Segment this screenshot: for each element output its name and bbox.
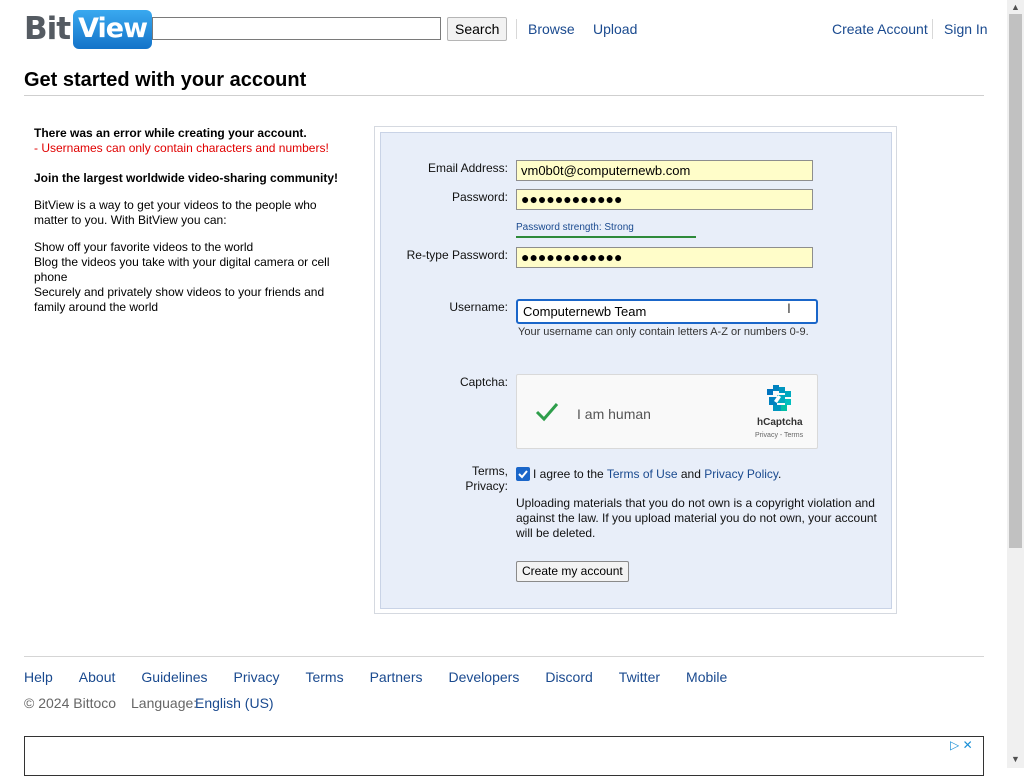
scrollbar-thumb[interactable]: [1009, 14, 1022, 548]
join-heading: Join the largest worldwide video-sharing community!: [34, 171, 339, 185]
password-strength-bar: [516, 236, 696, 238]
password-field[interactable]: ●●●●●●●●●●●●: [516, 189, 813, 210]
error-message: - Usernames can only contain characters and numbers!: [34, 141, 329, 155]
hcaptcha-links[interactable]: Privacy - Terms: [755, 432, 804, 439]
scroll-down-icon[interactable]: ▼: [1011, 754, 1020, 764]
privacy-policy-link[interactable]: Privacy Policy: [704, 467, 779, 481]
logo-view-text: View: [73, 10, 152, 49]
footer-link-twitter[interactable]: Twitter: [618, 669, 661, 685]
captcha-label: Captcha:: [459, 375, 508, 389]
footer-link-privacy[interactable]: Privacy: [233, 669, 280, 685]
feature-item: Blog the videos you take with your digital camera or cell phone: [34, 255, 330, 284]
checkmark-icon: [535, 399, 559, 423]
feature-item: Securely and privately show videos to your friends and family around the world: [34, 285, 325, 314]
copyright-text: © 2024 Bittoco: [24, 695, 117, 711]
username-label: Username:: [449, 300, 508, 314]
agree-and: and: [677, 467, 705, 481]
username-field[interactable]: Computernewb Team: [516, 299, 818, 324]
hcaptcha-widget[interactable]: [516, 374, 818, 449]
terms-of-use-link[interactable]: Terms of Use: [606, 467, 678, 481]
feature-item: Show off your favorite videos to the world: [34, 240, 254, 254]
upload-link[interactable]: Upload: [593, 21, 638, 37]
title-divider: [24, 95, 984, 96]
captcha-text: I am human: [577, 406, 651, 422]
agree-text: [533, 467, 781, 482]
username-hint: Your username can only contain letters A-Z or numbers 0-9.: [518, 326, 809, 338]
email-label: Email Address:: [427, 161, 508, 175]
page-title: Get started with your account: [24, 69, 307, 91]
browse-link[interactable]: Browse: [528, 21, 575, 37]
ad-banner[interactable]: [24, 736, 984, 776]
footer-link-mobile[interactable]: Mobile: [686, 669, 728, 685]
nav-divider: [932, 19, 933, 39]
hcaptcha-logo-icon: [763, 383, 795, 415]
agree-checkbox[interactable]: [516, 467, 530, 481]
footer-nav: [24, 669, 753, 685]
sign-in-link[interactable]: Sign In: [944, 21, 988, 37]
scroll-up-icon[interactable]: ▲: [1011, 2, 1020, 12]
terms-label: Terms,: [472, 464, 508, 478]
language-label: Language:: [131, 695, 198, 711]
password-strength: Password strength: Strong: [516, 222, 634, 233]
info-column: [34, 126, 346, 315]
create-account-link[interactable]: Create Account: [832, 21, 928, 37]
adchoices-icon[interactable]: ▷: [950, 738, 960, 752]
retype-password-field[interactable]: ●●●●●●●●●●●●: [516, 247, 813, 268]
footer-link-about[interactable]: About: [78, 669, 116, 685]
footer-divider: [24, 656, 984, 657]
intro-text: BitView is a way to get your videos to the people who matter to you. With BitView you can:: [34, 198, 317, 227]
footer-link-terms[interactable]: Terms: [305, 669, 344, 685]
logo-bit-text: Bit: [24, 11, 71, 47]
nav-divider: [516, 19, 517, 39]
close-ad-icon[interactable]: ✕: [962, 738, 973, 752]
password-label: Password:: [451, 190, 508, 204]
language-selector[interactable]: English (US): [195, 695, 274, 711]
checkbox-check-icon: [516, 467, 530, 481]
footer-link-discord[interactable]: Discord: [545, 669, 593, 685]
search-input[interactable]: [152, 17, 441, 40]
search-button[interactable]: Search: [447, 17, 507, 41]
error-title: There was an error while creating your account.: [34, 126, 307, 140]
ad-controls[interactable]: [950, 738, 973, 752]
retype-password-label: Re-type Password:: [406, 248, 508, 262]
agree-prefix: I agree to the: [533, 467, 607, 481]
privacy-label: Privacy:: [465, 479, 508, 493]
agree-suffix: .: [778, 467, 782, 481]
footer-link-help[interactable]: Help: [24, 669, 53, 685]
copyright-notice: Uploading materials that you do not own is a copyright violation and against the law. If you upload material you do not own, your account will be deleted.: [516, 496, 877, 540]
bitview-logo[interactable]: [24, 8, 152, 50]
footer-link-partners[interactable]: Partners: [369, 669, 423, 685]
footer-link-developers[interactable]: Developers: [448, 669, 520, 685]
text-cursor-icon: I: [787, 300, 791, 316]
hcaptcha-brand: hCaptcha: [757, 417, 803, 428]
footer-link-guidelines[interactable]: Guidelines: [141, 669, 208, 685]
email-field[interactable]: vm0b0t@computernewb.com: [516, 160, 813, 181]
create-account-button[interactable]: Create my account: [516, 561, 629, 582]
